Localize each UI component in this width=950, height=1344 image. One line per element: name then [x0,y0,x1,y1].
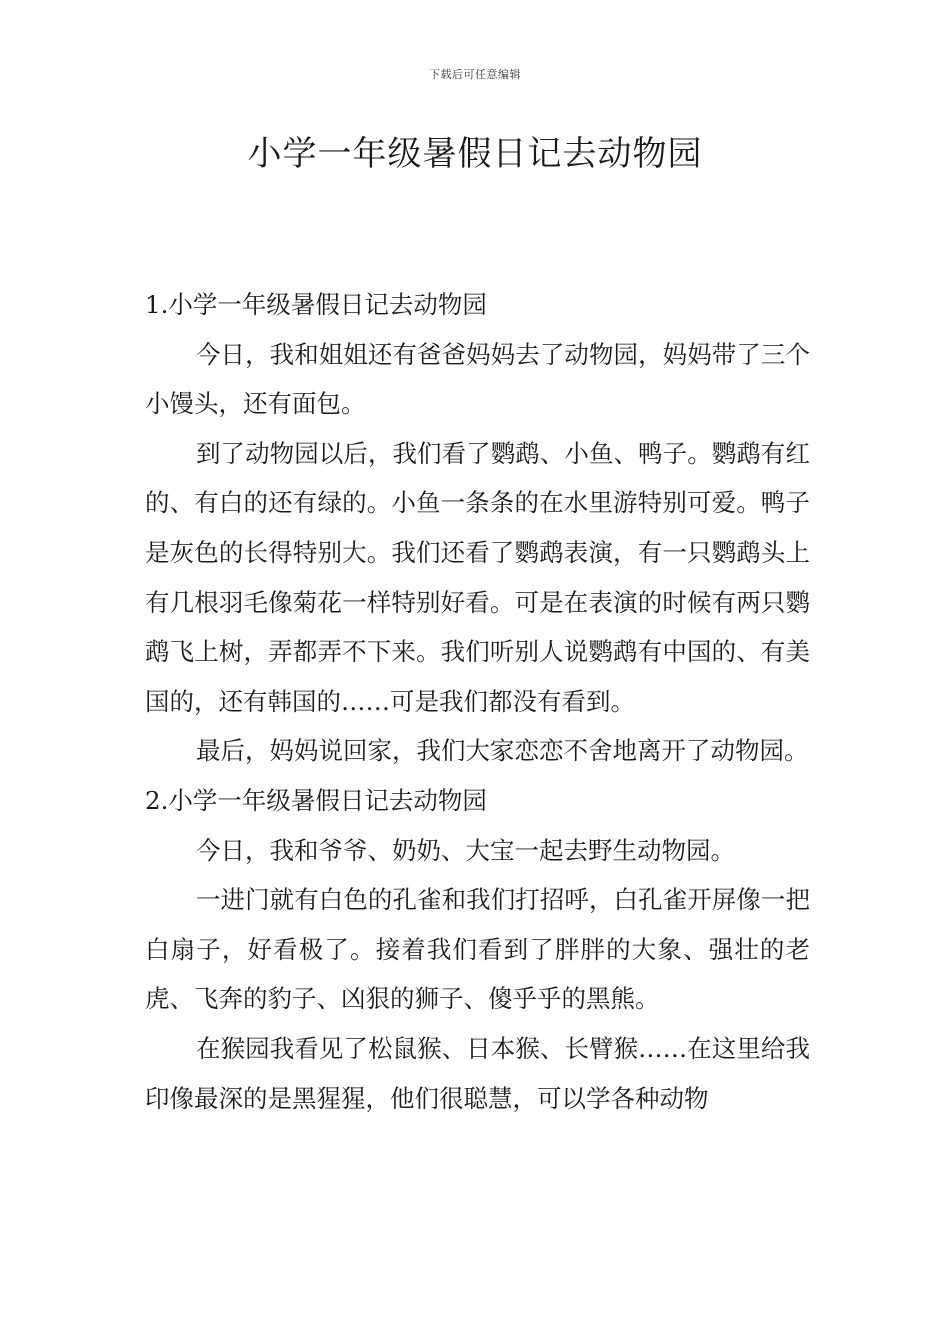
paragraph: 到了动物园以后，我们看了鹦鹉、小鱼、鸭子。鹦鹉有红的、有白的还有绿的。小鱼一条条的在水里游特别可爱。鸭子是灰色的长得特别大。我们还看了鹦鹉表演，有一只鹦鹉头上有几根羽毛像菊花一样特别好看。可是在表演的时候有两只鹦鹉飞上树，弄都弄不下来。我们听别人说鹦鹉有中国的、有美国的，还有韩国的……可是我们都没有看到。 [145,438,810,716]
paragraph: 最后，妈妈说回家，我们大家恋恋不舍地离开了动物园。 [196,736,809,766]
paragraph: 今日，我和爷爷、奶奶、大宝一起去野生动物园。 [196,835,735,865]
paragraph: 今日，我和姐姐还有爸爸妈妈去了动物园，妈妈带了三个小馒头，还有面包。 [145,339,810,419]
paragraph: 在猴园我看见了松鼠猴、日本猴、长臂猴……在这里给我印像最深的是黑猩猩，他们很聪慧，可以学各种动物 [145,1033,810,1113]
page-title: 小学一年级暑假日记去动物园 [247,134,703,174]
header-note: 下载后可任意编辑 [429,68,521,81]
section-heading: 1.小学一年级暑假日记去动物园 [145,290,487,319]
paragraph: 一进门就有白色的孔雀和我们打招呼，白孔雀开屏像一把白扇子，好看极了。接着我们看到了胖胖的大象、强壮的老虎、飞奔的豹子、凶狠的狮子、傻乎乎的黑熊。 [145,885,810,1014]
document-body [145,280,810,1123]
section-heading: 2.小学一年级暑假日记去动物园 [145,785,487,815]
